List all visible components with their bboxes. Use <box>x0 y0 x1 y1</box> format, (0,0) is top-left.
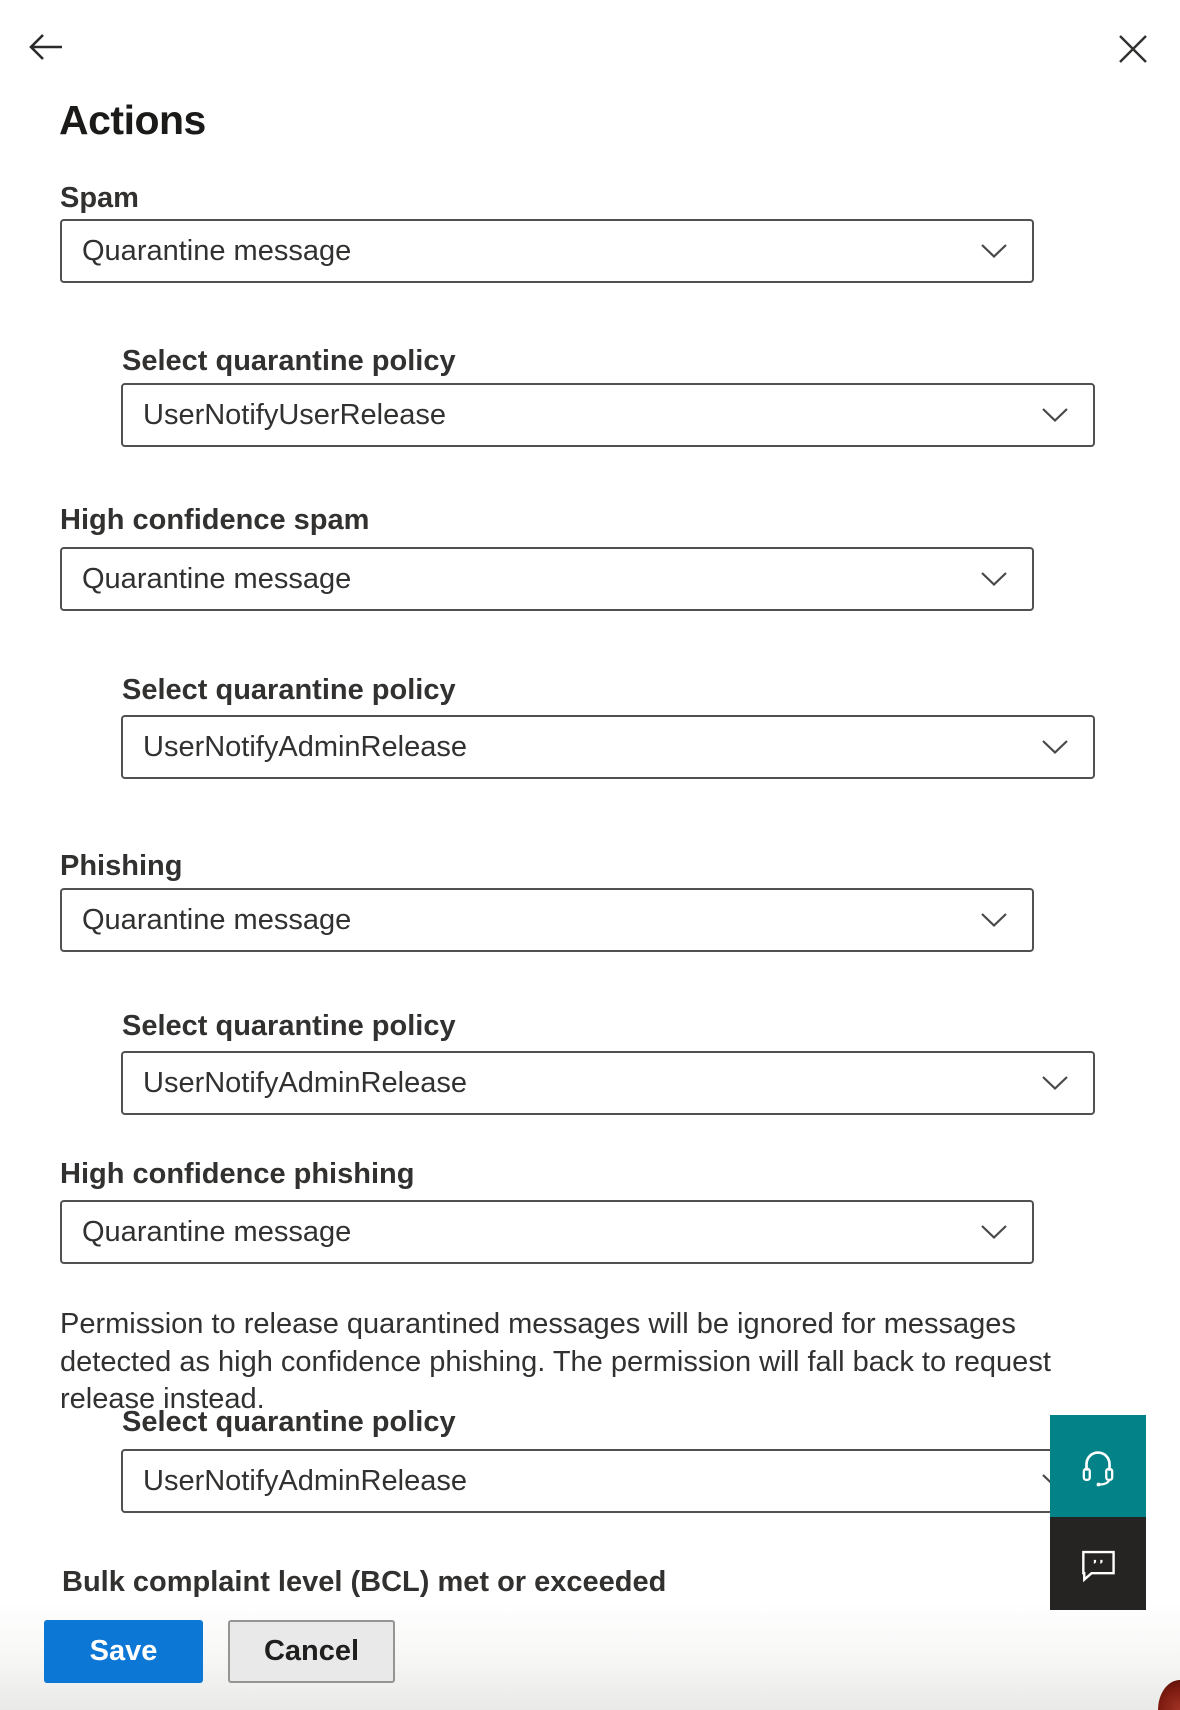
save-button[interactable]: Save <box>44 1620 203 1683</box>
spam-action-dropdown[interactable] <box>60 219 1034 283</box>
high-confidence-spam-policy-dropdown[interactable] <box>121 715 1095 779</box>
support-widget-button[interactable] <box>1050 1415 1146 1517</box>
section-label-phishing: Phishing <box>60 850 183 882</box>
feedback-widget-button[interactable] <box>1050 1517 1146 1610</box>
high-confidence-phishing-policy-label: Select quarantine policy <box>122 1406 456 1438</box>
spam-policy-value: UserNotifyUserRelease <box>143 398 446 431</box>
high-confidence-phishing-policy-value: UserNotifyAdminRelease <box>143 1464 467 1497</box>
high-confidence-phishing-action-dropdown[interactable] <box>60 1200 1034 1264</box>
phishing-action-dropdown[interactable] <box>60 888 1034 952</box>
section-label-high-confidence-spam: High confidence spam <box>60 504 370 536</box>
chevron-down-icon <box>1041 407 1069 423</box>
high-confidence-spam-policy-label: Select quarantine policy <box>122 674 456 706</box>
footer-bar <box>0 1602 1180 1710</box>
phishing-policy-label: Select quarantine policy <box>122 1010 456 1042</box>
close-icon <box>1116 32 1150 66</box>
page-title: Actions <box>59 97 206 143</box>
chevron-down-icon <box>980 571 1008 587</box>
section-label-bulk-complaint-level: Bulk complaint level (BCL) met or exceeded <box>62 1566 667 1598</box>
back-button[interactable] <box>26 27 66 67</box>
cancel-button[interactable]: Cancel <box>228 1620 395 1683</box>
phishing-action-value: Quarantine message <box>82 903 352 936</box>
chevron-down-icon <box>980 1224 1008 1240</box>
high-confidence-phishing-action-value: Quarantine message <box>82 1215 352 1248</box>
spam-policy-label: Select quarantine policy <box>122 345 456 377</box>
phishing-policy-dropdown[interactable] <box>121 1051 1095 1115</box>
phishing-policy-value: UserNotifyAdminRelease <box>143 1066 467 1099</box>
chevron-down-icon <box>980 243 1008 259</box>
chevron-down-icon <box>1041 739 1069 755</box>
chevron-down-icon <box>980 912 1008 928</box>
high-confidence-phishing-note: Permission to release quarantined messages will be ignored for messages detected as high confidence phishing. The permission will fall back to request release instead. <box>60 1308 1051 1415</box>
section-label-high-confidence-phishing: High confidence phishing <box>60 1158 415 1190</box>
high-confidence-phishing-policy-dropdown[interactable] <box>121 1449 1095 1513</box>
back-arrow-icon <box>26 27 66 67</box>
high-confidence-spam-policy-value: UserNotifyAdminRelease <box>143 730 467 763</box>
close-button[interactable] <box>1116 32 1150 66</box>
headset-icon <box>1075 1442 1121 1490</box>
high-confidence-spam-action-dropdown[interactable] <box>60 547 1034 611</box>
spam-action-value: Quarantine message <box>82 234 352 267</box>
spam-policy-dropdown[interactable] <box>121 383 1095 447</box>
chevron-down-icon <box>1041 1075 1069 1091</box>
high-confidence-spam-action-value: Quarantine message <box>82 562 352 595</box>
section-label-spam: Spam <box>60 182 139 214</box>
chat-bubble-icon <box>1076 1542 1120 1586</box>
